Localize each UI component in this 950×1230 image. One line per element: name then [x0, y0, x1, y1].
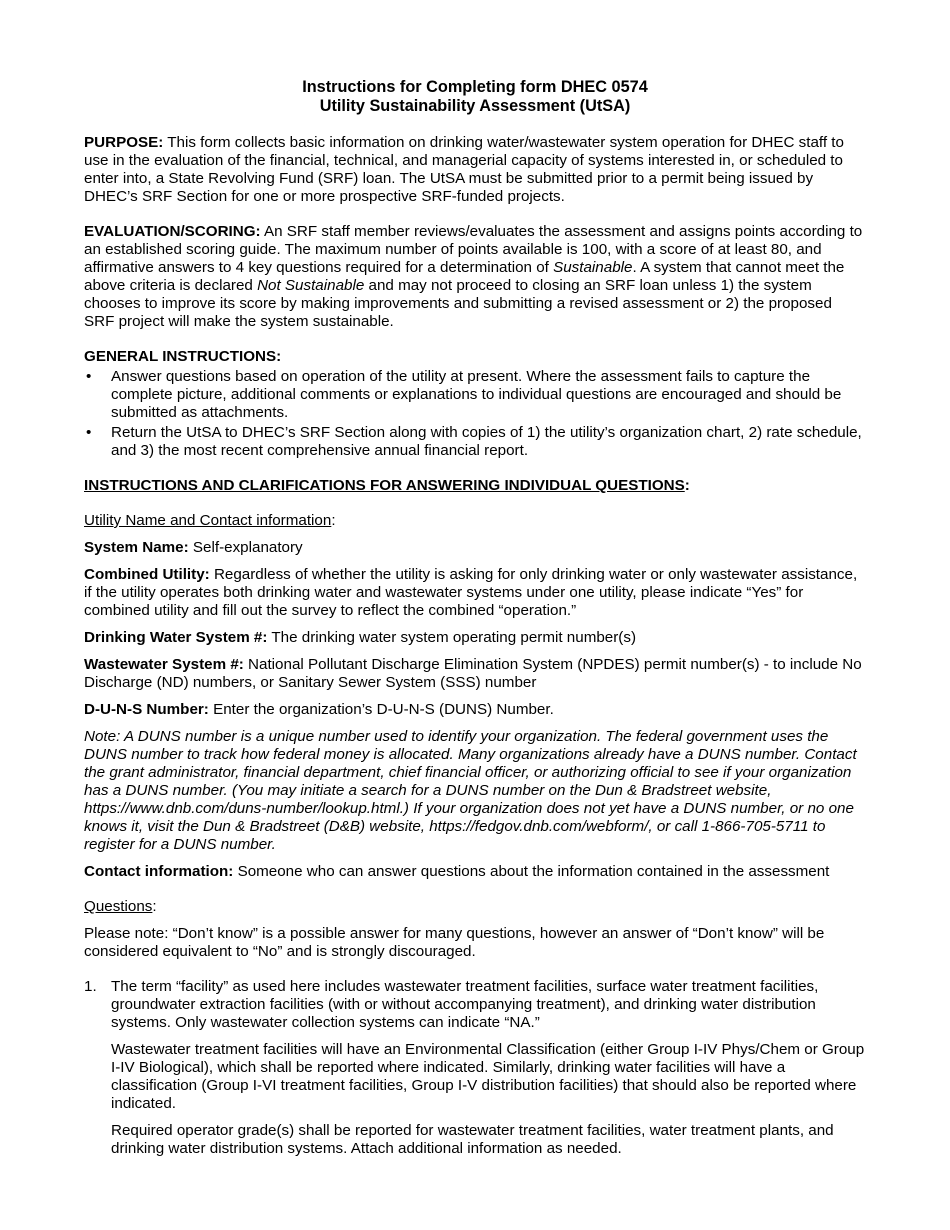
system-name-item — [84, 539, 866, 557]
evaluation-italic-not-sustainable: Not Sustainable — [257, 277, 365, 294]
questions-note: Please note: “Don’t know” is a possible answer for many questions, however an answer of “Don’t know” will be considered equivalent to “No” and is strongly discouraged. — [84, 925, 825, 960]
list-item — [84, 368, 866, 422]
combined-utility-label: Combined Utility: — [84, 566, 210, 583]
duns-note: Note: A DUNS number is a unique number used to identify your organization. The federal government uses the DUNS number to track how federal money is allocated. Many organizations already have a DUNS number. Contact the grant administrator, financial department, chief financial officer, or authorizing official to see if your organization has a DUNS number. (You may initiate a search for a DUNS number on the Dun & Bradstreet website, https://www.dnb.com/duns-number/lookup.html.) If your organization does not yet have a DUNS number, or no one knows it, visit the Dun & Bradstreet (D&B) website, https://fedgov.dnb.com/webform/, or call 1-866-705-5711 to register for a DUNS number. — [84, 728, 857, 853]
wastewater-system-item — [84, 656, 866, 692]
drinking-water-system-text: The drinking water system operating permit number(s) — [267, 629, 637, 646]
general-instructions-heading: GENERAL INSTRUCTIONS: — [84, 348, 282, 365]
purpose-text: This form collects basic information on drinking water/wastewater system operation for DHEC staff to use in the evaluation of the financial, technical, and managerial capacity of systems interested in, or scheduled to enter into, a State Revolving Fund (SRF) loan. The UtSA must be submitted prior to a permit being issued by DHEC’s SRF Section for one or more prospective SRF-funded projects. — [84, 134, 844, 205]
contact-information-item — [84, 863, 866, 881]
document-title — [84, 78, 866, 116]
question-1-number: 1. — [84, 978, 97, 995]
duns-number-label: D-U-N-S Number: — [84, 701, 209, 718]
contact-information-text: Someone who can answer questions about the information contained in the assessment — [233, 863, 830, 880]
combined-utility-text: Regardless of whether the utility is asking for only drinking water or only wastewater assistance, if the utility operates both drinking water and wastewater systems under one utility, please indicate “Yes” for combined utility and fill out the survey to reflect the combined “operation.” — [84, 566, 858, 619]
purpose-label: PURPOSE: — [84, 134, 164, 151]
evaluation-text-b: . A system that cannot meet the above criteria is declared — [84, 259, 845, 294]
title-line-1: Instructions for Completing form DHEC 0574 — [302, 78, 648, 96]
instructions-heading-colon: : — [684, 477, 690, 494]
title-line-2: Utility Sustainability Assessment (UtSA) — [319, 97, 631, 115]
questions-heading — [84, 898, 866, 916]
wastewater-system-label: Wastewater System #: — [84, 656, 244, 673]
general-item-text: Answer questions based on operation of the utility at present. Where the assessment fails to capture the complete picture, additional comments or explanations to individual questions are encouraged and should be submitted as attachments. — [111, 368, 842, 421]
contact-section-heading — [84, 512, 866, 530]
evaluation-text-a: An SRF staff member reviews/evaluates the assessment and assigns points according to an established scoring guide. The maximum number of points available is 100, with a score of at least 80, and affirmative answers to 4 key questions required for a determination of — [84, 223, 863, 276]
drinking-water-system-label: Drinking Water System #: — [84, 629, 268, 646]
evaluation-label: EVALUATION/SCORING: — [84, 223, 261, 240]
instructions-heading — [84, 477, 866, 495]
contact-section-colon: : — [331, 512, 336, 529]
system-name-text: Self-explanatory — [188, 539, 303, 556]
questions-heading-colon: : — [152, 898, 157, 915]
drinking-water-system-item — [84, 629, 866, 647]
system-name-label: System Name: — [84, 539, 189, 556]
combined-utility-item — [84, 566, 866, 620]
contact-section-heading-text: Utility Name and Contact information — [84, 512, 332, 529]
contact-information-label: Contact information: — [84, 863, 234, 880]
evaluation-italic-sustainable: Sustainable — [553, 259, 633, 276]
evaluation-text-c: and may not proceed to closing an SRF loan unless 1) the system chooses to improve its score by making improvements and submitting a revised assessment or 2) the proposed SRF project will make the system sustainable. — [84, 277, 832, 330]
duns-number-item — [84, 701, 866, 719]
question-1-paragraph-2: Wastewater treatment facilities will have an Environmental Classification (either Group I-IV Phys/Chem or Group I-IV Biological), which shall be reported where indicated. Similarly, drinking water facilities will have a classification (Group I-VI treatment facilities, Group I-V distribution facilities) that should also be reported where indicated. — [111, 1041, 865, 1112]
general-instructions-list — [84, 368, 866, 460]
question-1-paragraph-1: The term “facility” as used here includes wastewater treatment facilities, surface water treatment facilities, groundwater extraction facilities (with or without accompanying treatment), and drinking water distribution systems. Only wastewater collection systems can indicate “NA.” — [111, 978, 819, 1031]
question-1 — [84, 978, 866, 1158]
bullet-icon: • — [86, 368, 92, 385]
duns-number-text: Enter the organization’s D-U-N-S (DUNS) Number. — [208, 701, 554, 718]
questions-list — [84, 978, 866, 1158]
evaluation-paragraph — [84, 223, 866, 331]
wastewater-system-text: National Pollutant Discharge Elimination System (NPDES) permit number(s) - to include No Discharge (ND) numbers, or Sanitary Sewer System (SSS) number — [84, 656, 862, 691]
questions-heading-text: Questions — [84, 898, 153, 915]
general-item-text: Return the UtSA to DHEC’s SRF Section along with copies of 1) the utility’s organization chart, 2) rate schedule, and 3) the most recent comprehensive annual financial report. — [111, 424, 862, 459]
instructions-heading-text: INSTRUCTIONS AND CLARIFICATIONS FOR ANSWERING INDIVIDUAL QUESTIONS — [84, 477, 685, 494]
bullet-icon: • — [86, 424, 92, 441]
question-1-paragraph-3: Required operator grade(s) shall be reported for wastewater treatment facilities, water treatment plants, and drinking water distribution systems. Attach additional information as needed. — [111, 1122, 834, 1157]
purpose-paragraph — [84, 134, 866, 206]
list-item — [84, 424, 866, 460]
